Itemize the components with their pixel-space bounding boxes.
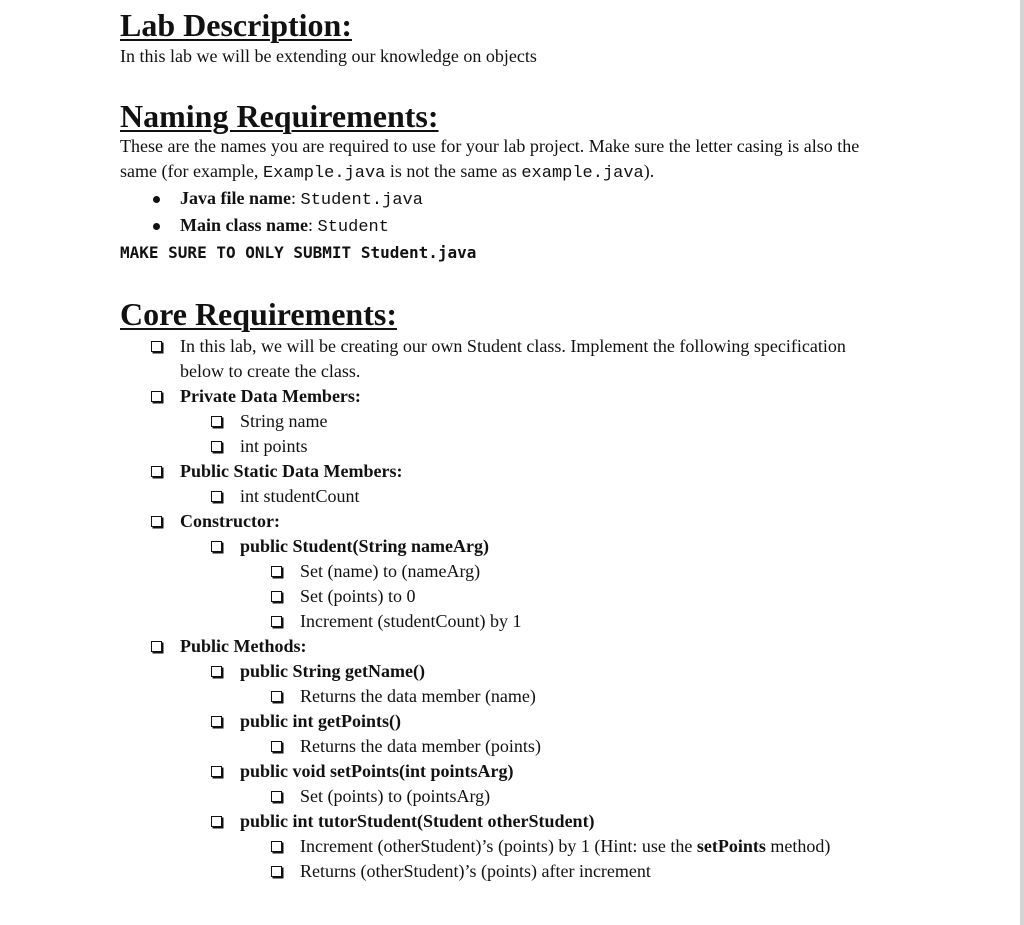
method-step [120, 734, 1000, 759]
method-step-text: Returns the data member (name) [300, 686, 536, 706]
code-example-upper: Example.java [262, 164, 386, 183]
naming-paragraph-line1: These are the names you are required to use for your lab project. Make sure the letter casing is also the [120, 136, 860, 156]
tutor-step1-prefix: Increment (otherStudent)’s (points) by 1 (Hint: use the [300, 836, 697, 856]
checkbox-icon [271, 566, 282, 577]
checkbox-icon [151, 341, 162, 352]
document [120, 6, 1000, 884]
methods-label: Public Methods: [180, 636, 307, 656]
core-intro [120, 334, 1000, 384]
checkbox-icon [211, 666, 222, 677]
constructor-step [120, 609, 1000, 634]
checkbox-icon [271, 591, 282, 602]
checkbox-icon [211, 816, 222, 827]
constructor-step [120, 559, 1000, 584]
main-class-name-label: Main class name [180, 215, 308, 235]
naming-requirements-heading: Naming Requirements: [120, 98, 439, 134]
method-set-points [120, 759, 1000, 784]
checkbox-icon [271, 616, 282, 627]
method-signature: public String getName() [240, 661, 425, 681]
core-requirements-heading: Core Requirements: [120, 296, 397, 332]
static-member-text: int studentCount [240, 486, 360, 506]
method-step [120, 834, 1000, 859]
core-intro-line2: below to create the class. [180, 361, 361, 381]
static-member-item [120, 484, 1000, 509]
method-signature: public int getPoints() [240, 711, 402, 731]
checkbox-icon [151, 641, 162, 652]
static-members-label: Public Static Data Members: [180, 461, 403, 481]
tutor-step1-suffix: method) [765, 836, 831, 856]
checkbox-icon [271, 741, 282, 752]
naming-paragraph-prefix: same (for example, [120, 161, 263, 181]
checkbox-icon [271, 791, 282, 802]
constructor-step-text: Set (points) to 0 [300, 586, 416, 606]
java-file-name-value: Student.java [300, 191, 423, 210]
checkbox-icon [151, 516, 162, 527]
checkbox-icon [211, 441, 222, 452]
private-member-text: String name [240, 411, 328, 431]
naming-paragraph [120, 134, 1000, 186]
bullet-dot-icon [153, 196, 160, 203]
method-tutor-student [120, 809, 1000, 834]
checkbox-icon [151, 466, 162, 477]
checkbox-icon [271, 691, 282, 702]
private-member-text: int points [240, 436, 308, 456]
private-member-item [120, 409, 1000, 434]
method-step [120, 859, 1000, 884]
main-class-name-sep: : [308, 215, 318, 235]
page-edge-shadow [1020, 0, 1024, 925]
method-get-name [120, 659, 1000, 684]
naming-paragraph-middle: is not the same as [385, 161, 522, 181]
method-signature: public void setPoints(int pointsArg) [240, 761, 514, 781]
submit-note: MAKE SURE TO ONLY SUBMIT Student.java [120, 243, 477, 262]
checkbox-icon [271, 841, 282, 852]
method-step [120, 784, 1000, 809]
static-members [120, 459, 1000, 484]
method-step-text: Set (points) to (pointsArg) [300, 786, 491, 806]
checkbox-icon [211, 716, 222, 727]
main-class-name-value: Student [317, 218, 389, 237]
constructor-signature [120, 534, 1000, 559]
constructor-step-text: Set (name) to (nameArg) [300, 561, 481, 581]
checkbox-icon [211, 766, 222, 777]
constructor-step-text: Increment (studentCount) by 1 [300, 611, 522, 631]
private-members-label: Private Data Members: [180, 386, 361, 406]
method-get-points [120, 709, 1000, 734]
bullet-main-class-name [120, 213, 1000, 240]
method-signature: public int tutorStudent(Student otherStudent) [240, 811, 595, 831]
checkbox-icon [211, 416, 222, 427]
lab-description-heading: Lab Description: [120, 7, 352, 43]
method-step-text: Returns the data member (points) [300, 736, 541, 756]
private-members [120, 384, 1000, 409]
methods-section [120, 634, 1000, 659]
bullet-java-file-name [120, 186, 1000, 213]
tutor-step1-bold: setPoints [696, 836, 766, 856]
private-member-item [120, 434, 1000, 459]
constructor-section [120, 509, 1000, 534]
code-example-lower: example.java [521, 164, 644, 183]
constructor-step [120, 584, 1000, 609]
constructor-label: Constructor: [180, 511, 280, 531]
checkbox-icon [211, 541, 222, 552]
java-file-name-sep: : [290, 188, 301, 208]
constructor-signature-text: public Student(String nameArg) [240, 536, 490, 556]
core-intro-line1: In this lab, we will be creating our own Student class. Implement the following specification [180, 336, 846, 356]
checkbox-icon [211, 491, 222, 502]
checkbox-icon [151, 391, 162, 402]
method-step [120, 684, 1000, 709]
java-file-name-label: Java file name [180, 188, 291, 208]
bullet-dot-icon [153, 223, 160, 230]
checkbox-icon [271, 866, 282, 877]
lab-description-text: In this lab we will be extending our knowledge on objects [120, 46, 537, 66]
tutor-step2-text: Returns (otherStudent)’s (points) after increment [300, 861, 651, 881]
naming-paragraph-suffix: ). [643, 161, 655, 181]
